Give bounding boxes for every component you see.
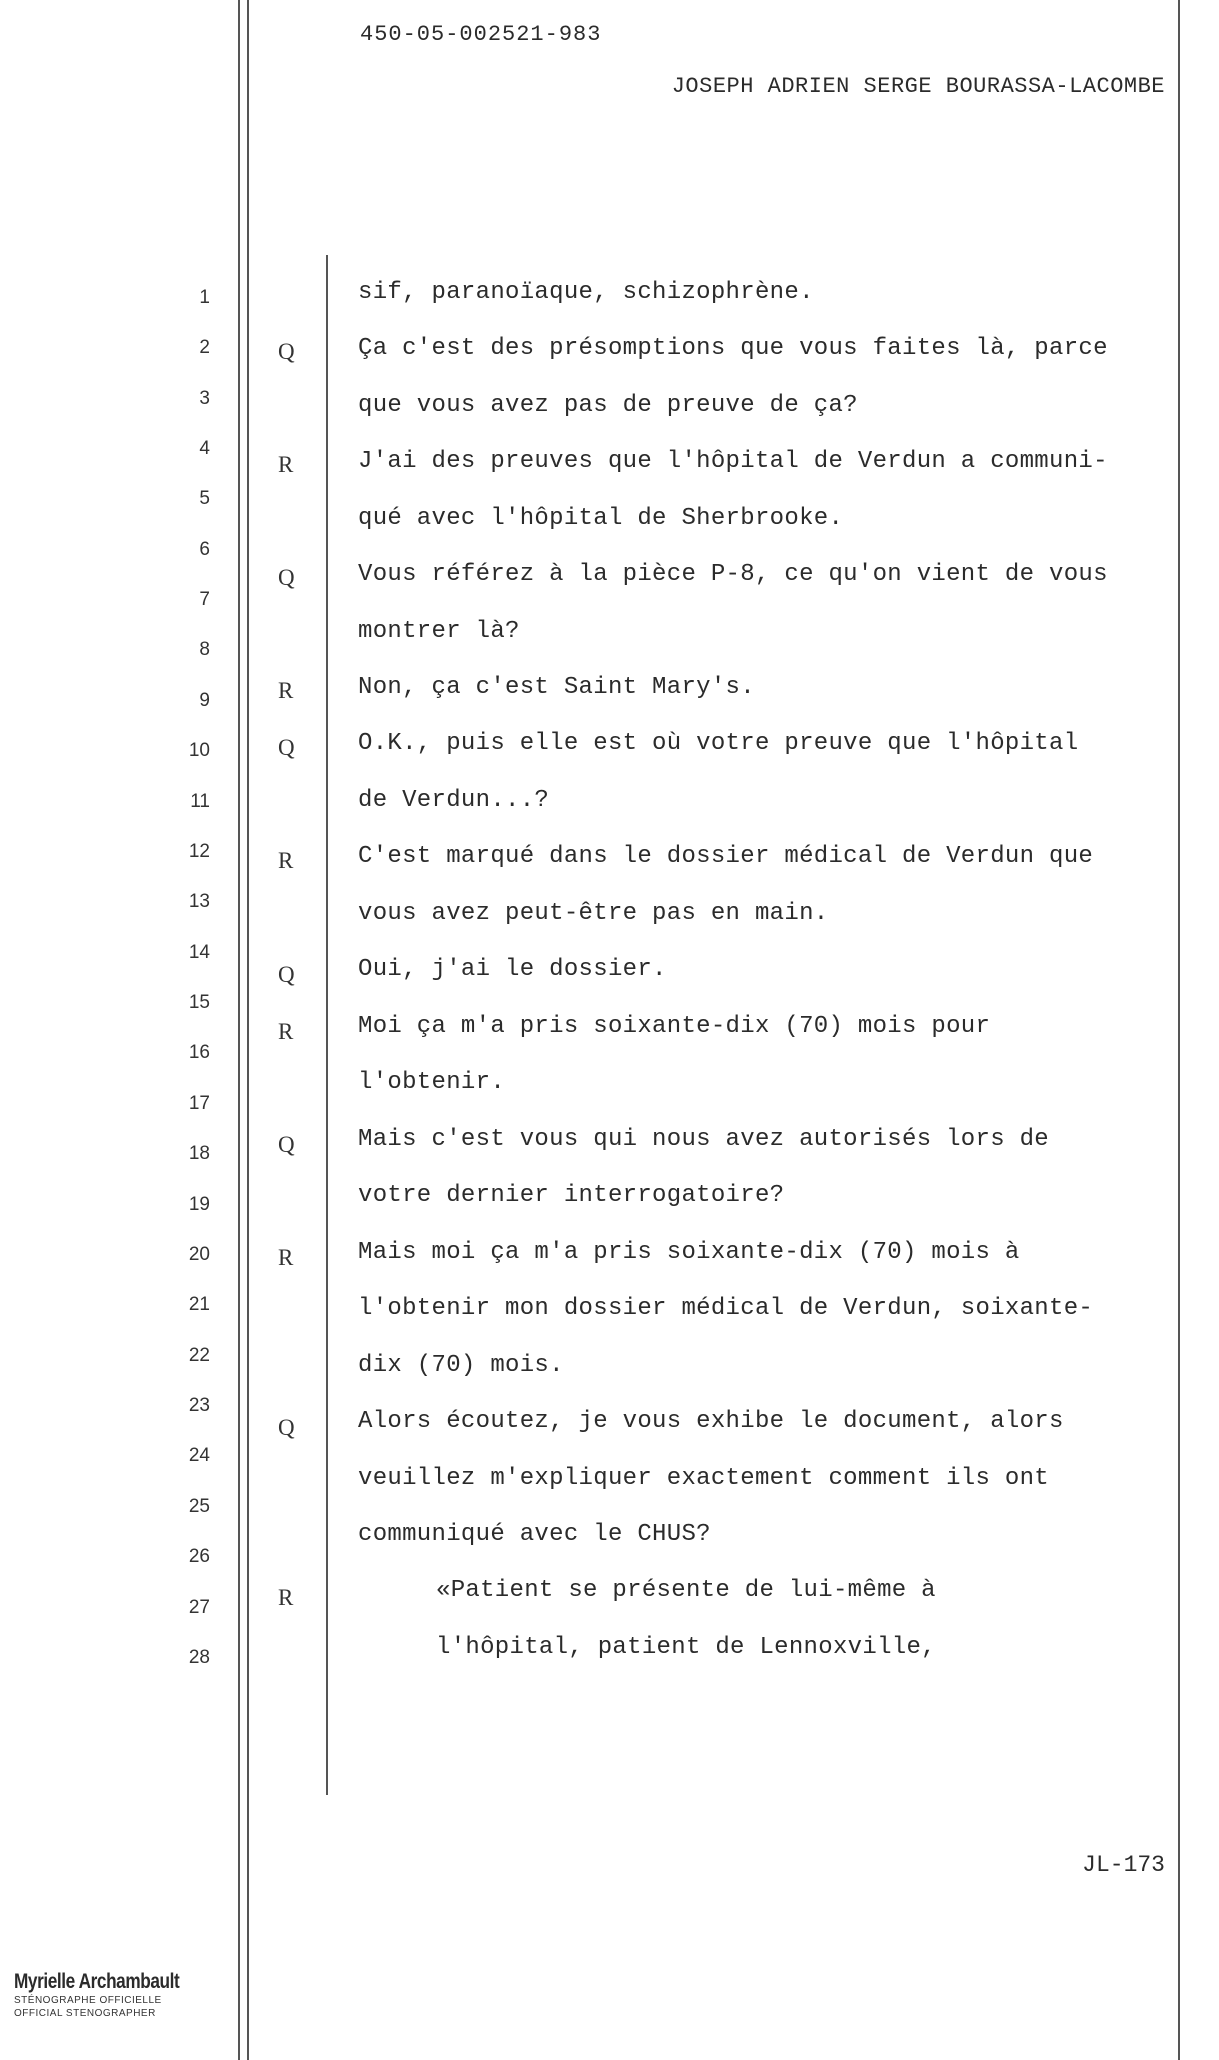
line-number: 14 [188, 942, 210, 963]
speaker-marker-r: R [278, 1585, 294, 1610]
stenographer-title-en: OFFICIAL STENOGRAPHER [14, 2008, 156, 2019]
speaker-marker-r: R [278, 452, 294, 477]
transcript-line: Moi ça m'a pris soixante-dix (70) mois pour [358, 1013, 991, 1040]
line-number: 20 [188, 1244, 210, 1265]
transcript-line: montrer là? [358, 618, 520, 645]
speaker-marker-q: Q [278, 565, 295, 590]
stenographer-name: Myrielle Archambault [14, 1970, 180, 1993]
line-number: 4 [199, 438, 210, 459]
line-number: 25 [188, 1496, 210, 1517]
speaker-marker-q: Q [278, 962, 295, 987]
transcript-line: qué avec l'hôpital de Sherbrooke. [358, 505, 844, 532]
transcript-quote-line: l'hôpital, patient de Lennoxville, [436, 1634, 936, 1661]
line-number: 13 [188, 891, 210, 912]
transcript-line: veuillez m'expliquer exactement comment ils ont [358, 1465, 1050, 1492]
line-number: 9 [199, 690, 210, 711]
line-number: 16 [188, 1042, 210, 1063]
speaker-marker-q: Q [278, 1132, 295, 1157]
transcript-line: Mais moi ça m'a pris soixante-dix (70) mois à [358, 1239, 1020, 1266]
transcript-line: communiqué avec le CHUS? [358, 1521, 711, 1548]
speaker-marker-q: Q [278, 735, 295, 760]
line-number: 11 [190, 791, 210, 812]
transcript-line: O.K., puis elle est où votre preuve que l'hôpital [358, 730, 1079, 757]
transcript-line: Alors écoutez, je vous exhibe le document, alors [358, 1408, 1064, 1435]
speaker-marker-q: Q [278, 1415, 295, 1440]
speaker-marker-q: Q [278, 339, 295, 364]
line-number: 24 [188, 1445, 210, 1466]
transcript-line: l'obtenir. [358, 1069, 506, 1096]
line-number: 17 [188, 1093, 210, 1114]
transcript-line: Mais c'est vous qui nous avez autorisés lors de [358, 1126, 1050, 1153]
page-reference: JL-173 [1082, 1852, 1165, 1878]
transcript-line: vous avez peut-être pas en main. [358, 900, 829, 927]
line-number: 27 [188, 1597, 210, 1618]
speaker-marker-r: R [278, 1019, 294, 1044]
line-number: 3 [199, 388, 210, 409]
transcript-line: C'est marqué dans le dossier médical de Verdun que [358, 843, 1094, 870]
transcript-line: Oui, j'ai le dossier. [358, 956, 667, 983]
line-number: 10 [188, 740, 210, 761]
stenographer-title-fr: STÉNOGRAPHE OFFICIELLE [14, 1995, 162, 2006]
line-number: 23 [188, 1395, 210, 1416]
margin-rule-left [238, 0, 240, 2060]
witness-name: JOSEPH ADRIEN SERGE BOURASSA-LACOMBE [671, 74, 1165, 99]
speaker-column-rule [326, 255, 328, 1795]
stenographer-stamp [14, 1970, 214, 2020]
line-number: 18 [188, 1143, 210, 1164]
line-number: 8 [199, 639, 210, 660]
transcript-line: sif, paranoïaque, schizophrène. [358, 279, 814, 306]
speaker-marker-r: R [278, 1245, 294, 1270]
transcript-line: dix (70) mois. [358, 1352, 564, 1379]
line-number: 22 [188, 1345, 210, 1366]
transcript-line: que vous avez pas de preuve de ça? [358, 392, 858, 419]
line-number: 19 [188, 1194, 210, 1215]
transcript-line: l'obtenir mon dossier médical de Verdun, soixante- [358, 1295, 1094, 1322]
line-number: 15 [188, 992, 210, 1013]
line-number: 5 [199, 488, 210, 509]
line-number: 7 [199, 589, 210, 610]
transcript-line: Ça c'est des présomptions que vous faites là, parce [358, 335, 1108, 362]
line-number: 1 [199, 287, 210, 308]
transcript-line: de Verdun...? [358, 787, 550, 814]
speaker-marker-r: R [278, 678, 294, 703]
speaker-marker-r: R [278, 848, 294, 873]
transcript-line: Vous référez à la pièce P-8, ce qu'on vient de vous [358, 561, 1108, 588]
transcript-line: votre dernier interrogatoire? [358, 1182, 785, 1209]
margin-rule-right [1178, 0, 1180, 2060]
line-number: 26 [188, 1546, 210, 1567]
case-number: 450-05-002521-983 [360, 22, 602, 47]
line-number: 6 [199, 539, 210, 560]
transcript-quote-line: «Patient se présente de lui-même à [436, 1577, 936, 1604]
transcript-line: J'ai des preuves que l'hôpital de Verdun a communi- [358, 448, 1108, 475]
line-number: 21 [188, 1294, 210, 1315]
line-number: 12 [188, 841, 210, 862]
line-number: 28 [188, 1647, 210, 1668]
transcript-line: Non, ça c'est Saint Mary's. [358, 674, 755, 701]
line-number: 2 [199, 337, 210, 358]
margin-rule-left-inner [247, 0, 249, 2060]
